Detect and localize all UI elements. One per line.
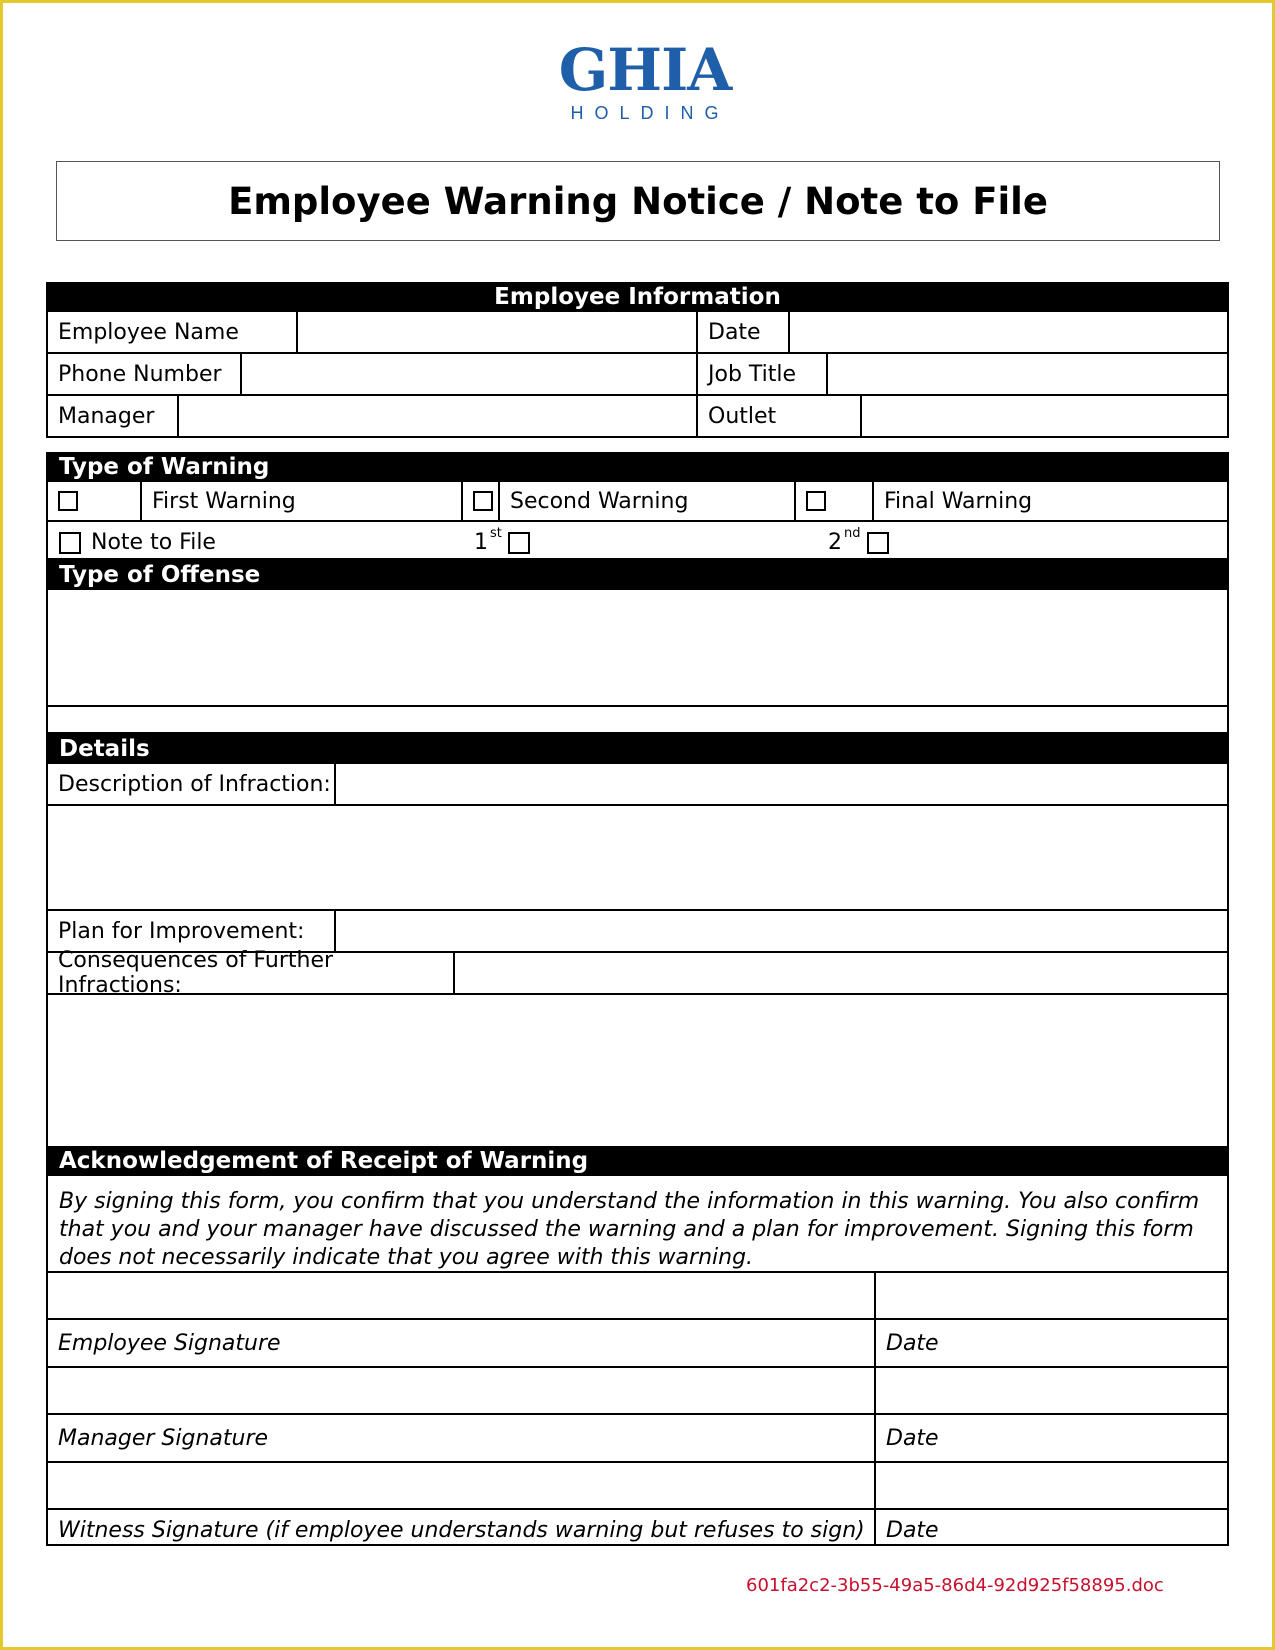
warning-form: [46, 282, 1229, 1546]
acknowledgement-header: Acknowledgement of Receipt of Warning: [46, 1146, 1229, 1176]
description-row: [46, 764, 1229, 806]
final-warning-label: Final Warning: [884, 488, 1033, 514]
employee-signature-row: [46, 1320, 1229, 1368]
note-second-option: [828, 526, 889, 555]
second-warning-label: Second Warning: [500, 482, 796, 520]
manager-label: Manager: [48, 396, 179, 436]
first-ordinal: 1: [474, 530, 488, 555]
manager-signature-row: [46, 1415, 1229, 1463]
manager-signature-line: [46, 1368, 1229, 1415]
note-to-file-label: Note to File: [91, 530, 216, 555]
witness-signature-line: [46, 1463, 1229, 1510]
date-label: Date: [698, 312, 790, 352]
outlet-label: Outlet: [698, 396, 862, 436]
offense-extra-line[interactable]: [46, 707, 1229, 734]
consequences-row: [46, 948, 1229, 998]
second-ordinal: 2: [828, 530, 842, 555]
plan-row: [46, 911, 1229, 953]
description-label: Description of Infraction:: [48, 764, 336, 804]
warning-type-row: [46, 482, 1229, 522]
date-field[interactable]: [790, 312, 1227, 352]
final-warning-checkbox-cell: [796, 482, 874, 520]
logo-wordmark: GHIA: [558, 36, 732, 104]
first-warning-checkbox[interactable]: [58, 491, 78, 511]
note-first-option: [474, 526, 530, 555]
employee-name-row: [46, 312, 1229, 354]
acknowledgement-text: By signing this form, you confirm that you understand the information in this warning. You also confirm that you and your manager have discussed the warning and a plan for improvement. Signing this form does not necessarily indicate that you agree with this warning.: [46, 1176, 1229, 1273]
manager-date-field[interactable]: [876, 1368, 1227, 1413]
first-warning-checkbox-cell: [48, 482, 142, 520]
second-warning-checkbox[interactable]: [473, 491, 493, 511]
witness-signature-label: Witness Signature (if employee understands warning but refuses to sign): [48, 1510, 876, 1544]
plan-label: Plan for Improvement:: [48, 911, 336, 951]
second-warning-checkbox-cell: [463, 482, 500, 520]
document-id: 601fa2c2-3b55-49a5-86d4-92d925f58895.doc: [746, 1575, 1164, 1596]
first-warning-label: First Warning: [142, 482, 463, 520]
employee-date-field[interactable]: [876, 1273, 1227, 1318]
logo-subtitle: HOLDING: [570, 103, 730, 123]
employee-signature-field[interactable]: [48, 1273, 876, 1318]
manager-date-label: Date: [886, 1425, 939, 1451]
spacer: [46, 438, 1229, 452]
note-to-file-checkbox[interactable]: [59, 532, 81, 554]
description-field[interactable]: [336, 764, 1227, 804]
consequences-label: Consequences of Further Infractions:: [48, 953, 455, 993]
title-box: [56, 161, 1220, 241]
final-warning-checkbox[interactable]: [806, 491, 826, 511]
witness-signature-row: [46, 1510, 1229, 1546]
description-area[interactable]: [46, 806, 1229, 911]
page-title: Employee Warning Notice / Note to File: [228, 179, 1048, 223]
second-ordinal-suffix: nd: [844, 526, 861, 541]
note-first-checkbox[interactable]: [508, 532, 530, 554]
offense-field[interactable]: [46, 590, 1229, 707]
manager-row: [46, 396, 1229, 438]
manager-signature-field[interactable]: [48, 1368, 876, 1413]
manager-field[interactable]: [179, 396, 698, 436]
employee-signature-line: [46, 1273, 1229, 1320]
type-of-warning-header: Type of Warning: [46, 452, 1229, 482]
note-second-checkbox[interactable]: [867, 532, 889, 554]
job-title-field[interactable]: [828, 354, 1227, 394]
outlet-field[interactable]: [862, 396, 1227, 436]
details-header: Details: [46, 734, 1229, 764]
company-logo: [545, 38, 745, 128]
job-title-label: Job Title: [698, 354, 828, 394]
plan-field[interactable]: [336, 911, 1227, 951]
employee-name-field[interactable]: [298, 312, 698, 352]
witness-date-label: Date: [886, 1518, 939, 1543]
employee-signature-label: Employee Signature: [48, 1320, 876, 1366]
witness-date-field[interactable]: [876, 1463, 1227, 1508]
note-to-file-option: [59, 530, 216, 555]
note-to-file-row: [46, 522, 1229, 560]
employee-name-label: Employee Name: [48, 312, 298, 352]
employee-date-label: Date: [886, 1330, 939, 1356]
phone-number-label: Phone Number: [48, 354, 242, 394]
consequences-field[interactable]: [455, 953, 1227, 993]
phone-row: [46, 354, 1229, 396]
witness-signature-field[interactable]: [48, 1463, 876, 1508]
employee-info-header: Employee Information: [46, 282, 1229, 312]
manager-signature-label: Manager Signature: [48, 1415, 876, 1461]
first-ordinal-suffix: st: [490, 526, 502, 541]
consequences-area[interactable]: [46, 995, 1229, 1146]
type-of-offense-header: Type of Offense: [46, 560, 1229, 590]
phone-number-field[interactable]: [242, 354, 698, 394]
